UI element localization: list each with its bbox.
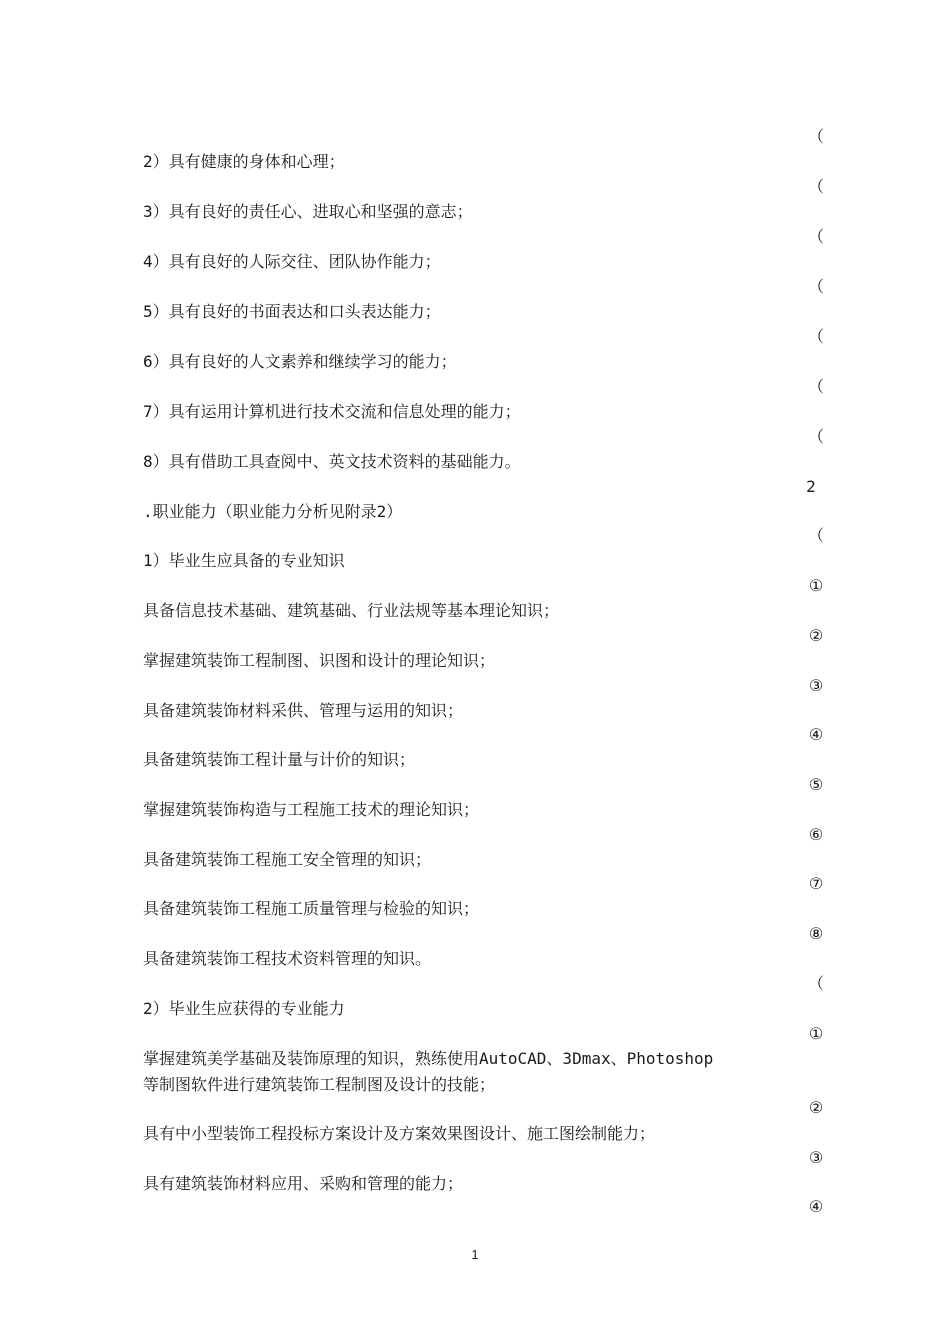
- list-marker: ①: [808, 1024, 824, 1043]
- list-marker: （: [807, 277, 824, 296]
- list-marker: ④: [808, 725, 824, 744]
- text-line: 8）具有借助工具查阅中、英文技术资料的基础能力。: [143, 452, 521, 471]
- list-marker: ⑤: [808, 775, 824, 794]
- list-marker: （: [807, 526, 824, 545]
- list-marker: ②: [808, 1098, 824, 1117]
- subsection-heading: 2）毕业生应获得的专业能力: [143, 999, 345, 1018]
- list-marker: ①: [808, 576, 824, 595]
- list-marker: （: [807, 327, 824, 346]
- list-marker: （: [807, 427, 824, 446]
- page-number: 1: [471, 1247, 479, 1262]
- list-marker: （: [807, 377, 824, 396]
- text-line: 具有中小型装饰工程投标方案设计及方案效果图设计、施工图绘制能力；: [143, 1124, 656, 1143]
- list-marker: （: [807, 974, 824, 993]
- list-marker: （: [807, 227, 824, 246]
- text-line: 3）具有良好的责任心、进取心和坚强的意志；: [143, 202, 473, 221]
- text-line: 7）具有运用计算机进行技术交流和信息处理的能力；: [143, 402, 521, 421]
- list-marker: （: [807, 127, 824, 146]
- list-marker: ③: [808, 1148, 824, 1167]
- text-line: 2）具有健康的身体和心理；: [143, 152, 345, 171]
- text-line: 具备建筑装饰工程计量与计价的知识；: [143, 750, 416, 769]
- text-line: 掌握建筑装饰构造与工程施工技术的理论知识；: [143, 800, 480, 819]
- list-marker: ⑥: [808, 825, 824, 844]
- text-line: 具备建筑装饰工程技术资料管理的知识。: [143, 949, 432, 968]
- text-line: 具备建筑装饰材料采供、管理与运用的知识；: [143, 701, 464, 720]
- text-line: 5）具有良好的书面表达和口头表达能力；: [143, 302, 441, 321]
- subsection-heading: 1）毕业生应具备的专业知识: [143, 551, 345, 570]
- text-line: 6）具有良好的人文素养和继续学习的能力；: [143, 352, 457, 371]
- list-marker: 2: [806, 477, 816, 496]
- text-line: 具备建筑装饰工程施工安全管理的知识；: [143, 850, 432, 869]
- list-marker: ②: [808, 626, 824, 645]
- list-marker: （: [807, 177, 824, 196]
- text-line: 掌握建筑装饰工程制图、识图和设计的理论知识；: [143, 651, 496, 670]
- text-line: 4）具有良好的人际交往、团队协作能力；: [143, 252, 441, 271]
- list-marker: ⑦: [808, 874, 824, 893]
- text-line: 具备建筑装饰工程施工质量管理与检验的知识；: [143, 899, 480, 918]
- list-marker: ③: [808, 676, 824, 695]
- text-line: 具有建筑装饰材料应用、采购和管理的能力；: [143, 1174, 464, 1193]
- list-marker: ④: [808, 1197, 824, 1216]
- text-line: 具备信息技术基础、建筑基础、行业法规等基本理论知识；: [143, 601, 560, 620]
- list-marker: ⑧: [808, 924, 824, 943]
- text-line: 等制图软件进行建筑装饰工程制图及设计的技能；: [143, 1075, 496, 1094]
- text-line: 掌握建筑美学基础及装饰原理的知识，熟练使用AutoCAD、3Dmax、Photoshop: [143, 1049, 714, 1068]
- section-heading: .职业能力（职业能力分析见附录2）: [143, 502, 403, 521]
